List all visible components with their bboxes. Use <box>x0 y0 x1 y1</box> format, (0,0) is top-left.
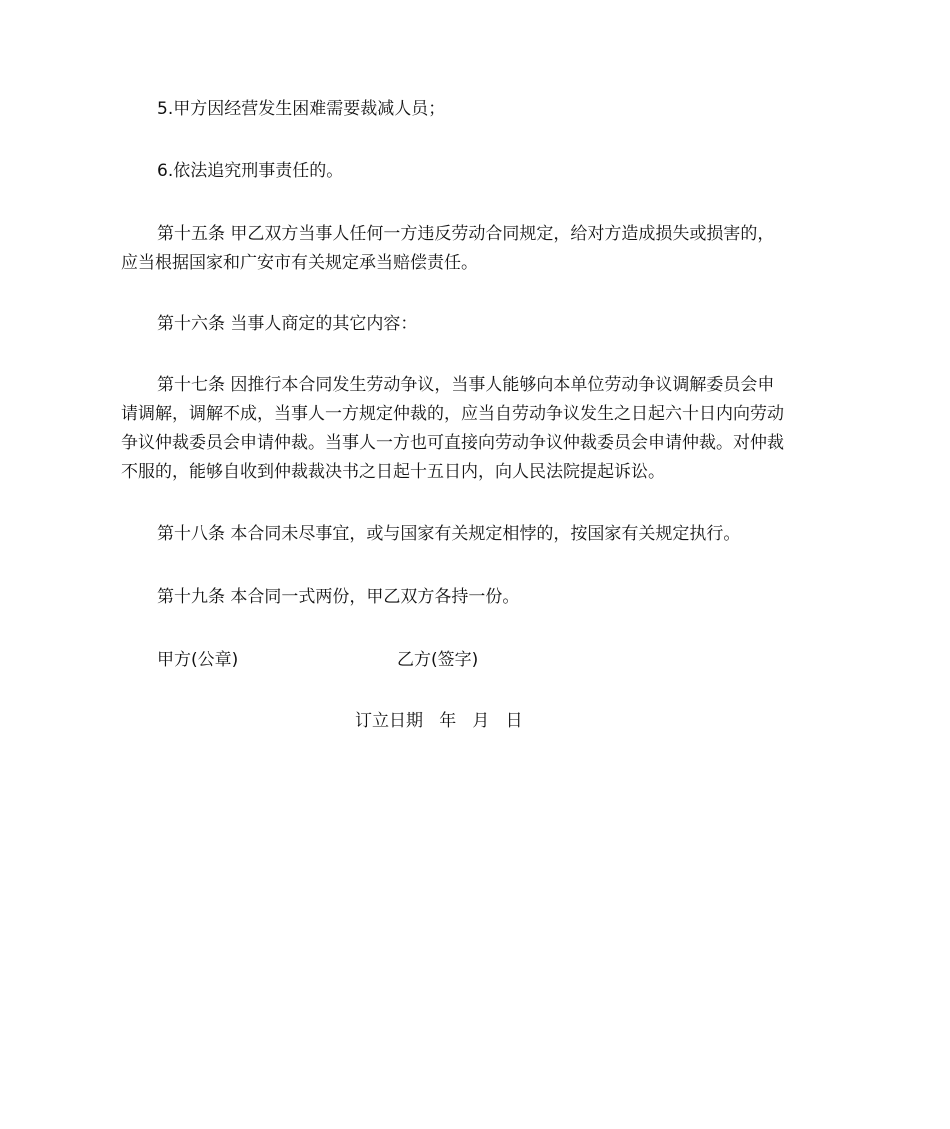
article-18-line-1: 第十八条 本合同未尽事宜，或与国家有关规定相悖的，按国家有关规定执行。 <box>157 524 741 544</box>
clause-item-5 <box>121 95 833 124</box>
article-15-line-1: 第十五条 甲乙双方当事人任何一方违反劳动合同规定，给对方造成损失或损害的， <box>157 224 775 244</box>
article-15-line-2: 应当根据国家和广安市有关规定承当赔偿责任。 <box>121 253 478 273</box>
article-17 <box>121 371 833 487</box>
article-17-line-3: 争议仲裁委员会申请仲裁。当事人一方也可直接向劳动争议仲裁委员会申请仲裁。对仲裁 <box>121 433 784 453</box>
signature-row <box>157 646 757 675</box>
contract-date-line: 订立日期 年 月 日 <box>355 711 523 731</box>
article-15 <box>121 220 833 278</box>
clause-item-6 <box>121 157 833 186</box>
article-19-line-1: 第十九条 本合同一式两份，甲乙双方各持一份。 <box>157 587 520 607</box>
clause-item-5-text: 5.甲方因经营发生困难需要裁减人员； <box>157 99 446 119</box>
article-17-line-1: 第十七条 因推行本合同发生劳动争议，当事人能够向本单位劳动争议调解委员会申 <box>157 375 775 395</box>
article-19 <box>121 583 833 612</box>
party-a-seal-label: 甲方(公章) <box>157 650 239 670</box>
party-b-signature-label: 乙方(签字) <box>397 650 479 670</box>
clause-item-6-text: 6.依法追究刑事责任的。 <box>157 161 344 181</box>
article-16 <box>121 310 833 339</box>
article-17-line-4: 不服的，能够自收到仲裁裁决书之日起十五日内，向人民法院提起诉讼。 <box>121 462 665 482</box>
article-18 <box>121 520 833 549</box>
article-17-line-2: 请调解，调解不成，当事人一方规定仲裁的，应当自劳动争议发生之日起六十日内向劳动 <box>121 404 784 424</box>
article-16-line-1: 第十六条 当事人商定的其它内容： <box>157 314 418 334</box>
